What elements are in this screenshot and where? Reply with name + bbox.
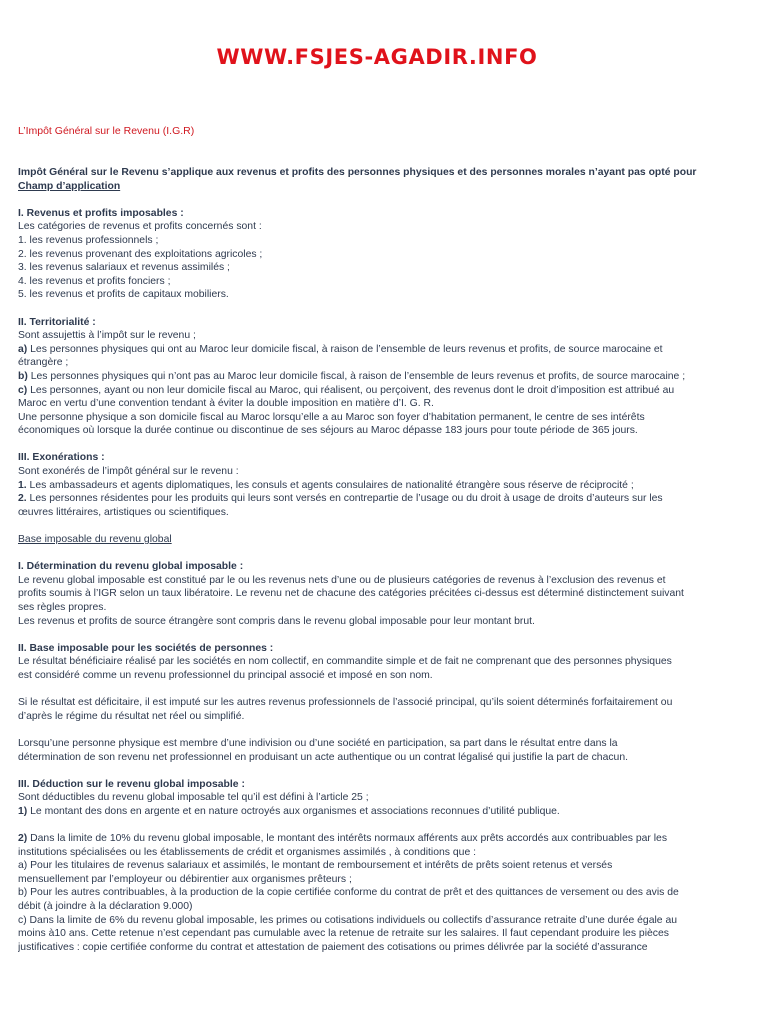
text-line: œuvres littéraires, artistiques ou scientifiques.	[18, 506, 229, 518]
text-line: a) Pour les titulaires de revenus salariaux et assimilés, le montant de remboursement et intérêts de prêts soient retenus et versés	[18, 860, 613, 872]
list-item: 2. les revenus provenant des exploitations agricoles ;	[18, 248, 263, 260]
text-line: ses règles propres.	[18, 602, 107, 613]
item-text: Le montant des dons en argente et en nature octroyés aux organismes et associations reconnues d’utilité publique.	[27, 805, 560, 817]
spacer	[18, 723, 736, 737]
text-line: mensuellement par l’employeur ou débirentier aux organismes prêteurs ;	[18, 873, 352, 885]
list-item	[18, 343, 736, 357]
item-label: 1)	[18, 805, 28, 817]
item-label: c)	[18, 384, 28, 396]
text-line: économiques où lorsque la durée continue ou discontinue de ses séjours au Maroc dépasse 183 jours pour toute période de 365 jours.	[18, 425, 638, 437]
spacer	[18, 302, 736, 316]
spacer	[18, 764, 736, 778]
intro-line: Impôt Général sur le Revenu s’applique aux revenus et profits des personnes physiques et des personnes morales n’ayant pas opté pour	[18, 167, 697, 178]
list-item	[18, 805, 736, 819]
item-text: Les personnes, ayant ou non leur domicile fiscal au Maroc, qui réalisent, ou perçoivent, des revenus dont le droit d’imposition est attribué au	[27, 384, 675, 396]
item-label: 2.	[18, 493, 27, 505]
list-item	[18, 384, 736, 398]
text-line: Le résultat bénéficiaire réalisé par les sociétés en nom collectif, en commandite simple et de fait ne comprenant que des personnes physiques	[18, 656, 672, 668]
list-item: 5. les revenus et profits de capitaux mobiliers.	[18, 289, 229, 301]
spacer	[18, 438, 736, 452]
item-label: 2)	[18, 833, 28, 845]
item-label: b)	[18, 370, 28, 382]
text-line: détermination de son revenu net professionnel en produisant un acte authentique ou un contrat légalisé qui justifie la part de chacun.	[18, 751, 628, 763]
text-line: Sont déductibles du revenu global imposable tel qu’il est défini à l’article 25 ;	[18, 792, 369, 804]
list-item	[18, 492, 736, 506]
text-line: Si le résultat est déficitaire, il est imputé sur les autres revenus professionnels de l’associé principal, qu’ils soient déterminés forfaitairement ou	[18, 697, 673, 709]
text-line: Sont exonérés de l’impôt général sur le revenu :	[18, 466, 239, 478]
section-heading: I. Détermination du revenu global imposable :	[18, 561, 244, 573]
base-imposable-heading: Base imposable du revenu global	[18, 534, 172, 546]
document-body	[18, 166, 736, 954]
text-line: débit (à joindre à la déclaration 9.000)	[18, 901, 193, 913]
text-line: Les catégories de revenus et profits concernés sont :	[18, 221, 262, 233]
item-text: Dans la limite de 10% du revenu global imposable, le montant des intérêts normaux afférents aux prêts accordés aux contribuables par les	[27, 833, 668, 845]
spacer	[18, 819, 736, 833]
text-line: moins à10 ans. Cette retenue n’est cependant pas cumulable avec la retenue de retraite sur les salaires. Il faut cependant produire les pièces	[18, 928, 669, 940]
list-item	[18, 832, 736, 846]
text-line: étrangère ;	[18, 357, 69, 369]
list-item: 1. les revenus professionnels ;	[18, 234, 159, 246]
site-title: WWW.FSJES-AGADIR.INFO	[216, 45, 538, 69]
item-label: 1.	[18, 479, 27, 491]
text-line: est considéré comme un revenu professionnel du principal associé et imposé en son nom.	[18, 669, 433, 681]
spacer	[18, 683, 736, 697]
text-line: justificatives : copie certifiée conforme du contrat et attestation de paiement des cotisations ou primes délivrée par la société d’assurance	[18, 941, 648, 953]
text-line: d’après le régime du résultat net réel ou simplifié.	[18, 710, 245, 722]
spacer	[18, 628, 736, 642]
item-text: Les ambassadeurs et agents diplomatiques, les consuls et agents consulaires de nationalité étrangère sous réserve de réciprocité ;	[26, 479, 634, 491]
text-line: b) Pour les autres contribuables, à la production de la copie certifiée conforme du contrat de prêt et des quittances de versement ou des avis de	[18, 887, 679, 899]
champ-application-heading: Champ d’application	[18, 180, 121, 192]
section-heading: II. Base imposable pour les sociétés de personnes :	[18, 642, 274, 654]
text-line: Maroc en vertu d’une convention tendant à éviter la double imposition en matière d’I. G. R.	[18, 398, 434, 410]
text-line: Sont assujettis à l’impôt sur le revenu ;	[18, 330, 196, 342]
list-item	[18, 479, 736, 493]
document-title: L’Impôt Général sur le Revenu (I.G.R)	[18, 125, 195, 137]
text-line: Les revenus et profits de source étrangère sont compris dans le revenu global imposable pour leur montant brut.	[18, 615, 535, 627]
text-line: Une personne physique a son domicile fiscal au Maroc lorsqu’elle a au Maroc son foyer d’habitation permanent, le centre de ses intérêts	[18, 411, 645, 423]
list-item: 3. les revenus salariaux et revenus assimilés ;	[18, 262, 230, 274]
list-item: 4. les revenus et profits fonciers ;	[18, 275, 171, 287]
item-label: a)	[18, 343, 28, 355]
item-text: Les personnes résidentes pour les produits qui leurs sont versés en contrepartie de l’usage ou du droit à usage de droits d’auteurs sur les	[26, 493, 663, 505]
document-page	[18, 0, 736, 1024]
spacer	[18, 193, 736, 207]
spacer	[18, 519, 736, 533]
text-line: Le revenu global imposable est constitué par le ou les revenus nets d’une ou de plusieurs catégories de revenus à l’exclusion des revenus et	[18, 574, 666, 586]
section-heading: III. Déduction sur le revenu global imposable :	[18, 778, 245, 790]
spacer	[18, 547, 736, 561]
text-line: Lorsqu’une personne physique est membre d’une indivision ou d’une société en participation, sa part dans le résultat entre dans la	[18, 737, 618, 749]
section-heading: I. Revenus et profits imposables :	[18, 207, 184, 219]
item-text: Les personnes physiques qui ont au Maroc leur domicile fiscal, à raison de l’ensemble de leurs revenus et profits, de source marocaine et	[27, 343, 663, 355]
text-line: profits soumis à l’IGR selon un taux libératoire. Le revenu net de chacune des catégories précitées ci-dessus est déterminé distinctement suivant	[18, 588, 684, 600]
section-heading: II. Territorialité :	[18, 316, 96, 328]
item-text: Les personnes physiques qui n’ont pas au Maroc leur domicile fiscal, à raison de l’ensemble de leurs revenus et profits, de source marocaine ;	[27, 370, 686, 382]
text-line: institutions spécialisées ou les établissements de crédit et organismes assimilés , à conditions que :	[18, 846, 476, 858]
list-item	[18, 370, 736, 384]
text-line: c) Dans la limite de 6% du revenu global imposable, les primes ou cotisations individuels ou collectifs d’assurance retraite d’une durée égale au	[18, 914, 678, 926]
section-heading: III. Exonérations :	[18, 452, 105, 464]
